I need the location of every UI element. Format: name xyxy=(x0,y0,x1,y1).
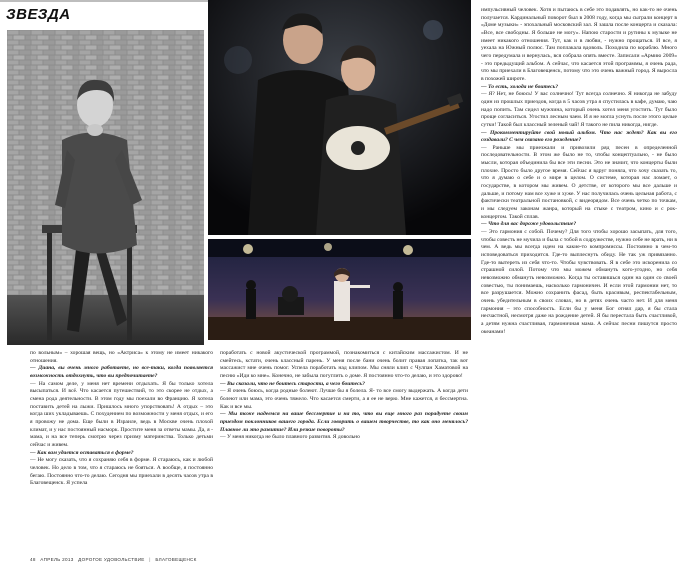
interview-question: — Прокомментируйте свой новый альбом. Что нас ждет? Как вы его создавали? С чем связано его рождение? xyxy=(481,129,677,144)
article-paragraph: — На самом деле, у меня нет времени отдыхать. Я бы только хотела высыпаться. И всё. Что касается путешествий, то это скорее не отдых, а смена рода деятельности. В этом году мы поехали во Францию. Я хотела поставить детей на лыжи. Пришлось много упорствовать! А отдых – это когда ших укладываешь. С похудением по возможности у меня отдых, и его я провожу не дома. Еще были в Израиле, ведь в Москве очень плохой климат, и у нас постоянный насморк. Простите меня за ответы мамы. Да, я - мама, и на все теперь смотрю через призму материнства. Только детьми сейчас и живем. xyxy=(30,380,213,448)
interview-question: — Вы сказали, что не боитесь старости, а чего боитесь? xyxy=(220,380,365,387)
footer-separator: | xyxy=(149,557,151,562)
stage-duet-photo xyxy=(208,0,471,235)
interview-question: — Что для вас дороже удовольствие? xyxy=(481,221,577,228)
city-name: БЛАГОВЕЩЕНСК xyxy=(155,557,197,562)
interview-question: — Диана, вы очень много работаете, но все-таки, когда появляется возможность отдохнуть, что вы предпочитаете? xyxy=(30,365,213,379)
interview-question: — Мы тоже надеемся на ваше бессмертие и на то, что вы еще много раз порадуете своим приездом поклонников вашего города. Если говорить о вашем творчестве, то как оно менялось? Плавное ли это развитие? Или резкие повороты? xyxy=(220,411,468,433)
article-paragraph: поработать с новой акустической программой, познакомиться с китайским массажистом. И не смейтесь, кстати, очень классный парень. У меня после бани очень болит правая лопатка, так вот массажист мне очень помог. Успела поработать над клипом. Мы сняли клип с Чулпан Хаматовой на песню «Иди ко мне». Конечно, не забыла погуглить о доме. Я постоянно что-то делаю, и это здорово! xyxy=(220,350,468,379)
interview-question: — Как вам удается оставаться в форме? xyxy=(30,449,134,456)
magazine-name: ДОРОГОЕ УДОВОЛЬСТВИЕ xyxy=(78,557,145,562)
article-paragraph: — Не могу сказать, что я сохраняю себя в форме. Я стараюсь, как и любой человек. Но дело в том, что я стараюсь не бояться. А вообще, я постоянно бегаю. Постоянно что-то делаю. Сегодня мы приехали в десять часов утра в Благовещенск. Я успела xyxy=(30,457,213,487)
article-paragraph: — У меня никогда не было плавного развития. Я довольно xyxy=(220,434,360,441)
article-paragraph: — Я? Нет, не боюсь! У вас солнечно! Тут всегда солнечно. Я никогда не забуду один из прошлых приездов, когда в 5 часов утра я спустилась в кафе, думаю, чаю надо попить. Там сидел мужчина, который очень хотел меня угостить. Тут было проще согласиться. Угостил лесным чаем. И я не могла уснуть после этого целые сутки! Такой был классный зеленый чай! Я такого не пила никогда, нигде. xyxy=(481,91,677,128)
article-paragraph: — Я очень боюсь, когда родные болеют. Лучше бы я болела. Я- то все смогу выдержать. А когда дети болеют или мама, это очень тяжело. Что касается смерти, а я ее не верю. Мне кажется, я бессмертна. Как и все мы. xyxy=(220,388,468,410)
issue-date: АПРЕЛЬ 2013 xyxy=(40,557,74,562)
article-paragraph: — Раньше мы приезжали и привозили ряд песен в определенной последовательности. В этом же было не то, чтобы концептуально, - не было мысли, которая объединила бы все эти песни. Это не значит, что концерты были плохие. Просто было другое время. Сейчас я вдруг поняла, что хочу сказать то, что я думаю о себе и о мире в целом. О системе, которая нас ломает, о государстве, в котором мы живем. О детстве, от которого мы все дальше и дальше, и потому нам все хуже и хуже. У нас получилась очень цельная работа, с фактически театральной постановкой, с видеорядом. Все очень четко по точкам, и мы следуем законам жанра, который на стыке с театром, кино и с рок-концертом. Такой сплав. xyxy=(481,144,677,220)
article-column-right xyxy=(481,7,677,555)
article-column-middle xyxy=(220,350,468,552)
interview-question: — То есть, холода не боитесь? xyxy=(481,83,559,90)
article-paragraph: — Это гармония с собой. Почему? Для того чтобы хорошо засыпать, для того, чтобы совесть не мучила и была с тобой в содружестве, нужно себе не врать, ни в чем. А ведь мы всегда идем на какие-то компромиссы. Постоянно в чем-то исповедоваться приходится. Где-то выплеснуть обиду. Не так уж привязанно. Где-то вытереть из себя что-то. Чтобы чувствовать. Я в себе это искоренила со страшной силой. Потому что мы можем обмануть кого-угодно, но себя невозможно обмануть невозможно. Когда ты оставишься один на один со своей совестью, ты понимаешь, насколько гармоничен. И если этой гармонии нет, то все разрушается. Можно сохранить фасад, быть красивым, респектабельным, очень убедительным в своих словах, но в детях очень часто нет. И для меня гармония – это способность. Если бы у меня Бог отнял дар, я бы стала несчастной, несмотря даже на рождение детей. Я бы перестала быть счастливой, а детям нужна счастливая, гармоничная мама. А сейчас песни пишутся просто океанами! xyxy=(481,229,677,335)
article-paragraph: по вольным» – хорошая вещь, но «Актриса» к этому не имеет никакого отношения. xyxy=(30,350,213,364)
article-column-left xyxy=(30,350,213,552)
portrait-photo xyxy=(7,30,204,345)
page-footer xyxy=(30,557,200,562)
section-title: ЗВЕЗДА xyxy=(6,6,71,23)
page-number: 48 xyxy=(30,557,36,562)
concert-stage-photo xyxy=(208,239,471,340)
article-paragraph: импульсивный человек. Хотя и пытаюсь в себе это подавлять, но как-то не очень получается. Кардинальный поворот был в 2008 году, когда мы сыграли концерт в «Доме музыки» - эпохальный московский зал. Я зашла после концерта и сказала: «Все, все свободны. Я больше не могу». Напою старости и рутины к музыке не имеет никакого отношения. Тут, как и в любви, - нужно прощаться. И все, я уехала на Южный полюс. Там поплакала вдоволь. Походила по кораблю. Много чего передумала и вернулась, вся собрала опять вместе. Записали «Армию 2009» - это предыдущий альбом. А сейчас, что касается этой программы, я очень рада, что мы приехали в Благовещенск, потому что это очень важный город. Я выросла в похожей широте. xyxy=(481,7,677,82)
